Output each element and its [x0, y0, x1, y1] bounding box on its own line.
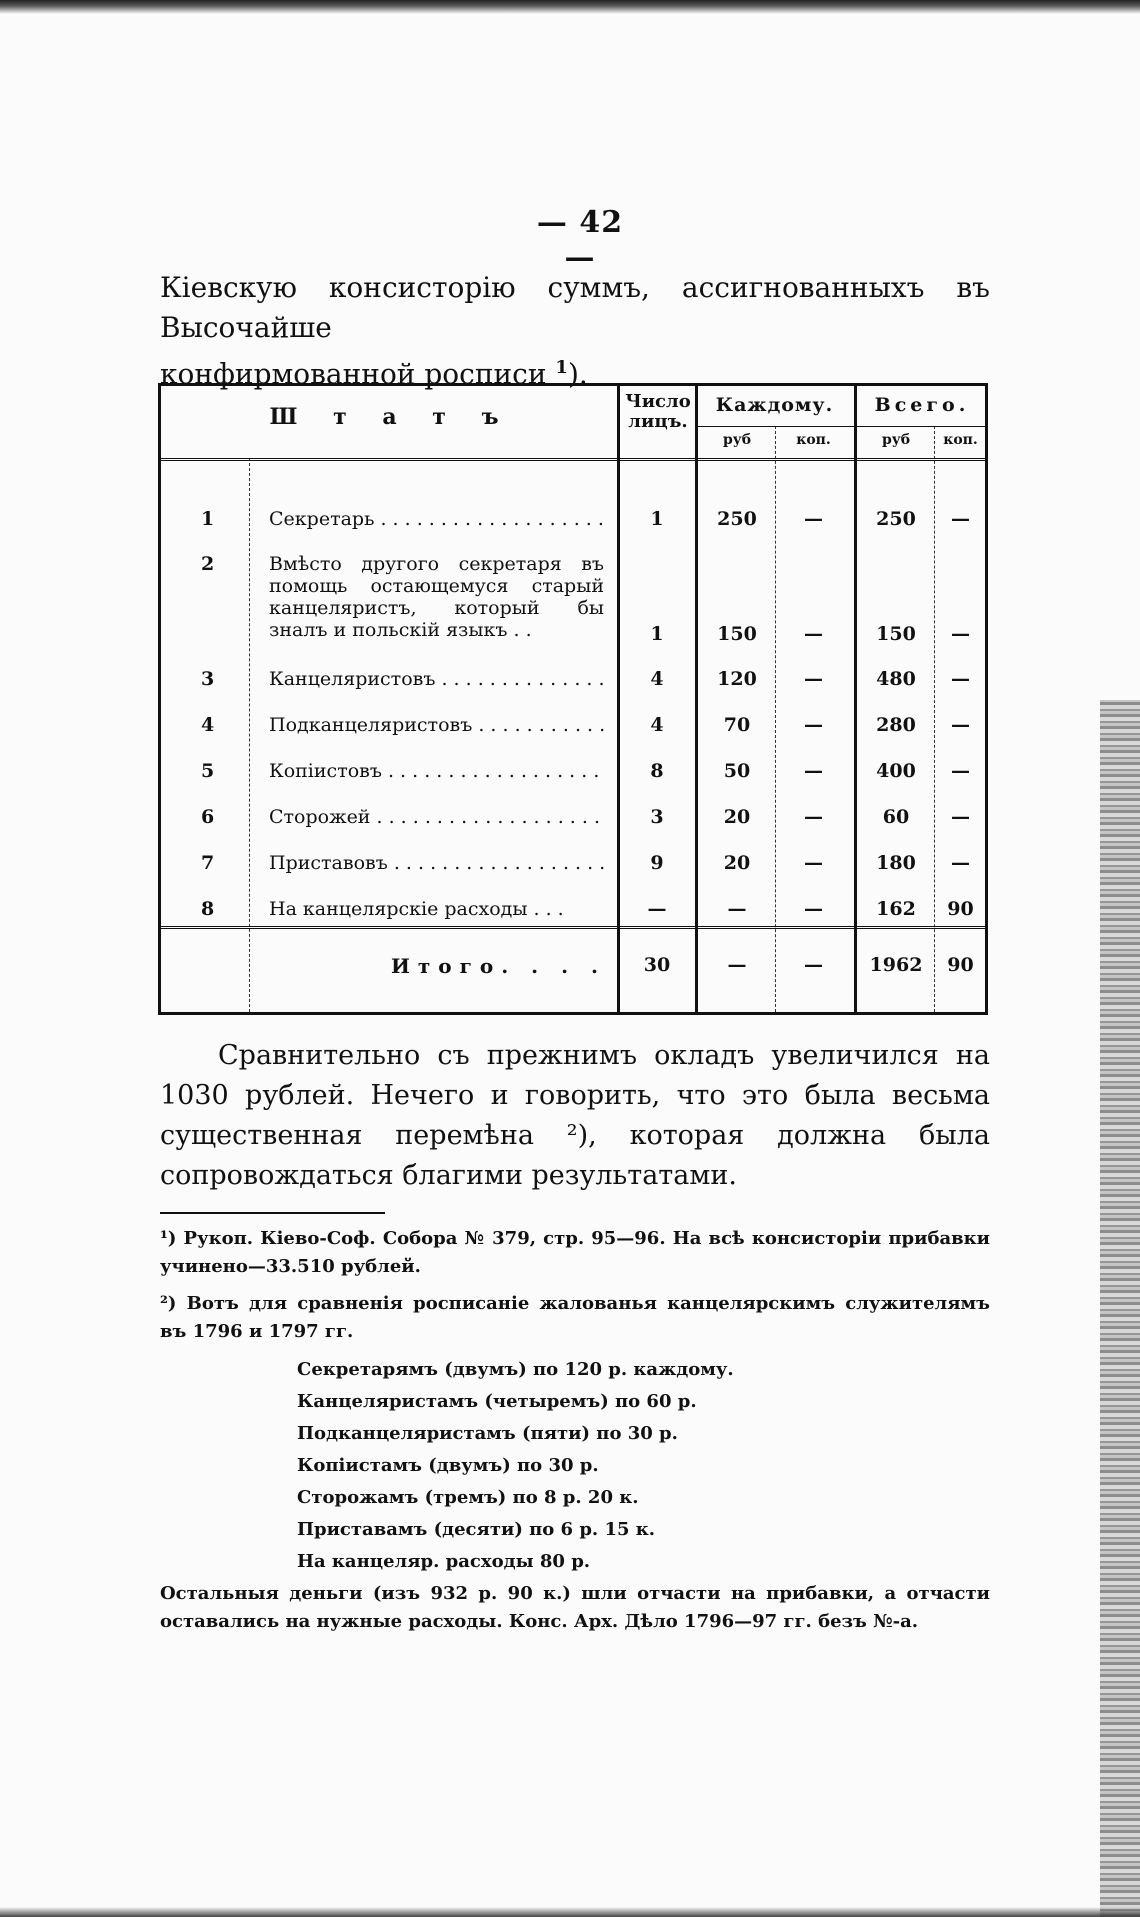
row-count: 3	[650, 806, 664, 828]
row-each-kop: —	[804, 508, 823, 530]
intro-line-2: конфирмованной росписи	[160, 357, 547, 391]
row-each-rub: 70	[723, 714, 751, 736]
total-count: 30	[643, 954, 671, 976]
header-count: Число лицъ.	[625, 391, 691, 432]
main-paragraph	[160, 1036, 990, 1196]
total-each-kop: —	[804, 954, 823, 976]
intro-text	[160, 268, 990, 394]
row-each-rub: 20	[723, 852, 751, 874]
row-name: Приставовъ . . .	[269, 852, 604, 874]
row-number: 2	[201, 553, 215, 575]
total-rule	[161, 926, 985, 929]
row-each-kop: —	[804, 852, 823, 874]
row-number: 3	[201, 668, 215, 690]
row-total-rub: 280	[876, 714, 916, 736]
row-total-rub: 60	[882, 806, 910, 828]
row-total-kop: —	[951, 806, 970, 828]
row-total-kop: —	[951, 623, 970, 645]
scan-edge-right	[1100, 700, 1140, 1917]
page-number: — 42 —	[536, 205, 624, 275]
row-number: 1	[201, 508, 215, 530]
list-item: На канцеляр. расходы 80 р.	[297, 1551, 591, 1572]
list-item: Подканцеляристамъ (пяти) по 30 р.	[297, 1423, 678, 1444]
row-each-kop: —	[804, 714, 823, 736]
scan-edge-bottom	[0, 1907, 1140, 1917]
row-each-rub: 250	[717, 508, 757, 530]
footnote-rule	[160, 1212, 385, 1214]
footnote-1: ¹) Рукоп. Кіево-Соф. Собора № 379, стр. 95—96. На всѣ консисторіи прибавки учинено—33.510 рублей.	[160, 1228, 990, 1277]
row-total-kop: 90	[947, 898, 974, 920]
row-total-rub: 480	[876, 668, 916, 690]
total-total-kop: 90	[947, 954, 974, 976]
scan-edge-top	[0, 0, 1140, 14]
row-name: Вмѣсто другого секретаря въ помощь остающемуся старый канцеляристъ, который бы зналъ и польскій языкъ . .	[269, 553, 604, 641]
header-each-rub: руб	[722, 432, 752, 448]
row-number: 4	[201, 714, 215, 736]
row-each-rub: 20	[723, 806, 751, 828]
list-item: Копіистамъ (двумъ) по 30 р.	[297, 1455, 599, 1476]
paragraph-text: Сравнительно съ прежнимъ окладъ увеличился на 1030 рублей. Нечего и говорить, что это была весьма существенная перемѣна ²), которая должна была сопровождаться благими результатами.	[160, 1040, 990, 1191]
row-total-rub: 180	[876, 852, 916, 874]
header-total-rub: руб	[881, 432, 911, 448]
header-each: Каждому.	[715, 394, 834, 416]
row-number: 5	[201, 760, 215, 782]
row-count: —	[647, 898, 667, 920]
row-name: Сторожей . . .	[269, 806, 604, 828]
row-count: 4	[650, 668, 664, 690]
row-total-rub: 250	[876, 508, 916, 530]
staff-table	[158, 383, 988, 1015]
row-count: 1	[650, 623, 664, 645]
row-each-rub: 50	[723, 760, 751, 782]
footnote-3: Остальныя деньги (изъ 932 р. 90 к.) шли отчасти на прибавки, а отчасти оставались на нужные расходы. Конс. Арх. Дѣло 1796—97 гг. безъ №-а.	[160, 1583, 990, 1632]
row-name: Секретарь . . .	[269, 508, 604, 530]
row-each-kop: —	[804, 623, 823, 645]
row-each-rub: 150	[717, 623, 757, 645]
row-each-rub: —	[727, 898, 747, 920]
header-each-kop: коп.	[796, 432, 831, 448]
row-total-kop: —	[951, 668, 970, 690]
row-each-kop: —	[804, 806, 823, 828]
list-item: Канцеляристамъ (четыремъ) по 60 р.	[297, 1391, 697, 1412]
intro-line-2-end: ).	[567, 357, 588, 391]
header-rule	[161, 458, 985, 461]
list-item: Сторожамъ (тремъ) по 8 р. 20 к.	[297, 1487, 639, 1508]
row-each-rub: 120	[717, 668, 757, 690]
list-item: Приставамъ (десяти) по 6 р. 15 к.	[297, 1519, 656, 1540]
row-number: 8	[201, 898, 215, 920]
row-count: 1	[650, 508, 664, 530]
row-total-kop: —	[951, 714, 970, 736]
row-total-rub: 150	[876, 623, 916, 645]
row-total-kop: —	[951, 760, 970, 782]
total-each-rub: —	[727, 954, 747, 976]
row-name: Канцеляристовъ . . .	[269, 668, 604, 690]
row-total-kop: —	[951, 852, 970, 874]
header-total-kop: коп.	[943, 432, 978, 448]
header-shtat: Ш т а т ъ	[269, 404, 513, 430]
total-total-rub: 1962	[869, 954, 923, 976]
row-name: Подканцеляристовъ . . .	[269, 714, 604, 736]
footnote-ref-1: 1	[555, 357, 568, 378]
row-name: Копіистовъ . . .	[269, 760, 604, 782]
row-total-rub: 162	[876, 898, 916, 920]
salary-list	[297, 1354, 734, 1578]
header-total: Всего.	[874, 394, 970, 416]
row-number: 6	[201, 806, 215, 828]
intro-line-1: Кіевскую консисторію суммъ, ассигнованныхъ въ Высочайше	[160, 271, 990, 344]
row-count: 4	[650, 714, 664, 736]
row-each-kop: —	[804, 668, 823, 690]
row-total-kop: —	[951, 508, 970, 530]
row-each-kop: —	[804, 760, 823, 782]
row-count: 8	[650, 760, 664, 782]
row-name: На канцелярскіе расходы . . .	[269, 898, 564, 920]
row-count: 9	[650, 852, 664, 874]
list-item: Секретарямъ (двумъ) по 120 р. каждому.	[297, 1359, 734, 1380]
subheader-rule	[698, 426, 985, 427]
row-total-rub: 400	[876, 760, 916, 782]
total-label: Итого. . . .	[391, 954, 606, 978]
row-each-kop: —	[804, 898, 823, 920]
footnote-2: ²) Вотъ для сравненія росписаніе жалованья канцелярскимъ служителямъ въ 1796 и 1797 гг.	[160, 1293, 990, 1342]
row-number: 7	[201, 852, 215, 874]
